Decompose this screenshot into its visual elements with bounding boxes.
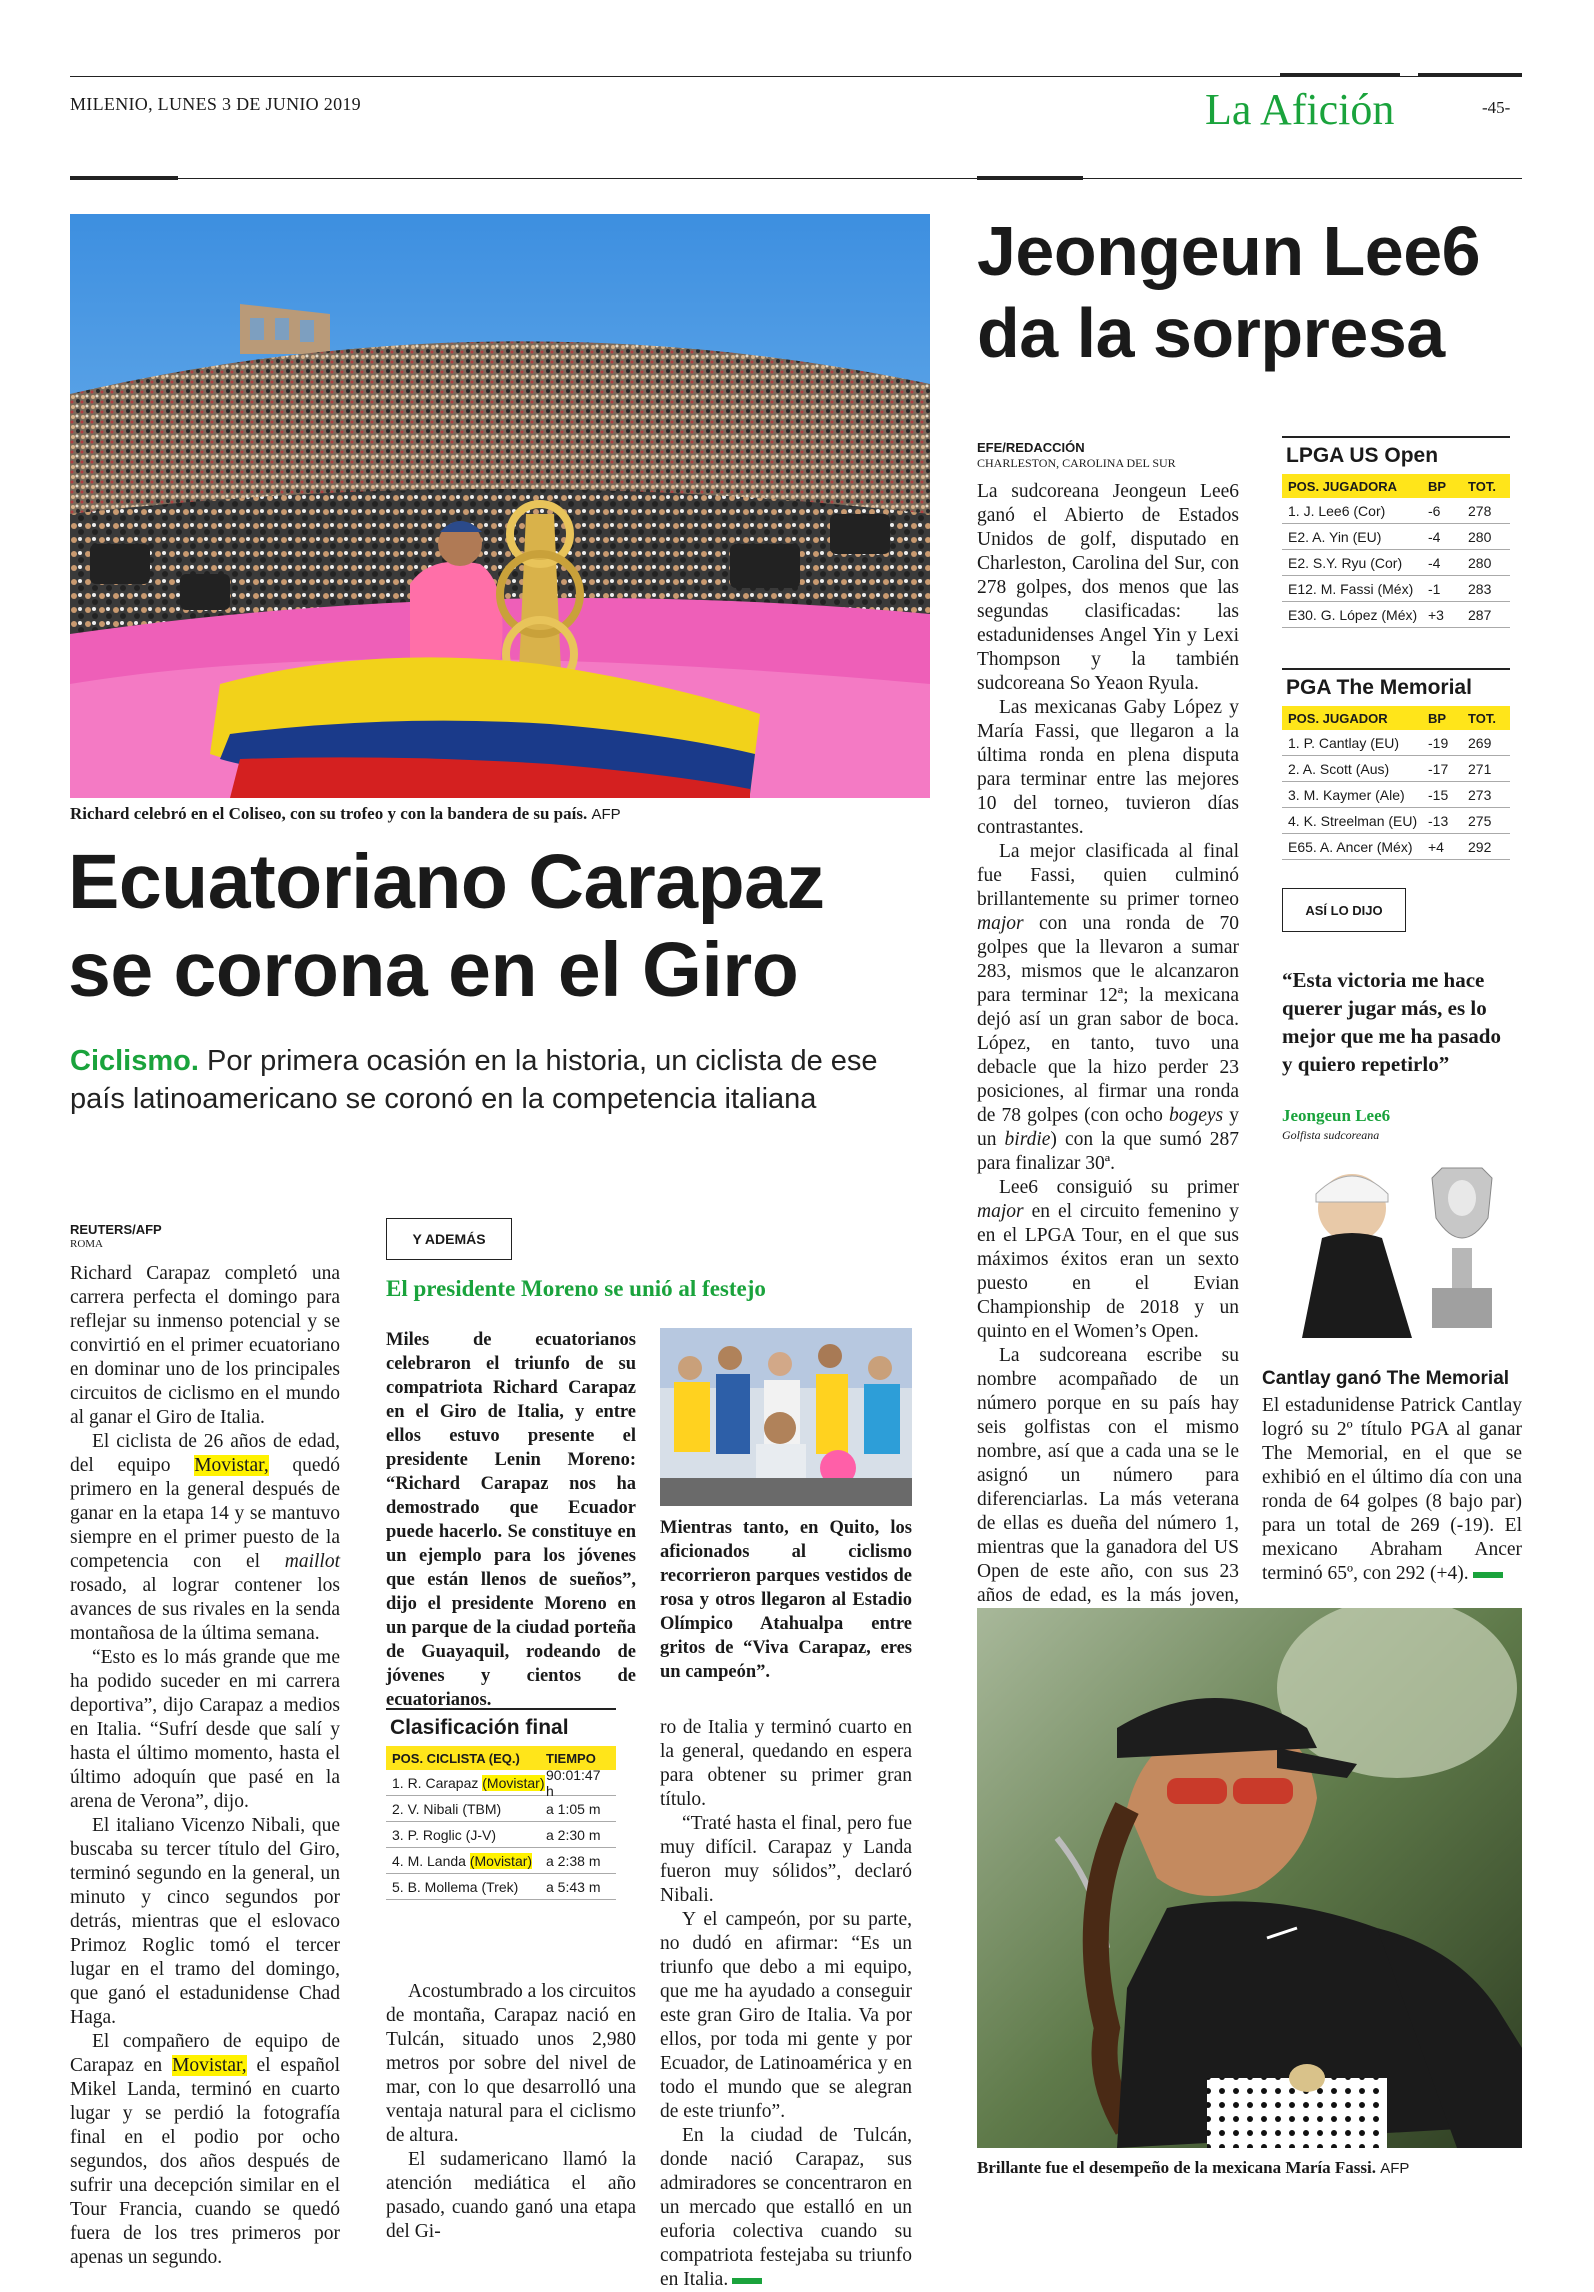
quote-text: “Esta victoria me hace querer jugar más, es lo mejor que me ha pasado y quiero repetirlo”: [1282, 968, 1501, 1076]
giro-classification-table: [386, 1708, 616, 1900]
main-dateline: ROMA: [70, 1238, 104, 1250]
main-byline: REUTERS/AFP: [70, 1222, 162, 1237]
pga-table-title: PGA The Memorial: [1282, 668, 1510, 706]
table-row: 1. J. Lee6 (Cor) -6 278: [1282, 498, 1510, 524]
golf-headline: Jeongeun Lee6 da la sorpresa: [977, 212, 1481, 372]
table-row: E12. M. Fassi (Méx) -1 283: [1282, 576, 1510, 602]
table-row: 3. M. Kaymer (Ale) -15 273: [1282, 782, 1510, 808]
pga-table: [1282, 668, 1510, 860]
golf-byline: EFE/REDACCIÓN: [977, 440, 1085, 455]
fassi-photo: [977, 1608, 1522, 2148]
table-row: 2. A. Scott (Aus) -17 271: [1282, 756, 1510, 782]
cantlay-title: Cantlay ganó The Memorial: [1262, 1368, 1510, 1389]
main-photo-caption: Richard celebró en el Coliseo, con su trofeo y con la bandera de su país. AFP: [70, 804, 621, 823]
table-row: 1. R. Carapaz (Movistar) 90:01:47 h: [386, 1770, 616, 1796]
lpga-table-title: LPGA US Open: [1282, 436, 1510, 474]
table-row: E2. A. Yin (EU) -4 280: [1282, 524, 1510, 550]
header-date: MILENIO, LUNES 3 DE JUNIO 2019: [70, 94, 361, 114]
giro-table-title: Clasificación final: [386, 1708, 616, 1746]
header-accent-rule-2: [1418, 73, 1522, 77]
quote-role: Golfista sudcoreana: [1282, 1128, 1380, 1142]
table-row: 4. M. Landa (Movistar) a 2:38 m: [386, 1848, 616, 1874]
golf-article: La sudcoreana Jeongeun Lee6 ganó el Abierto de Estados Unidos de golf, disputado en Charleston, Carolina del Sur, con 278 golpes, dos menos que las segundas clasificadas: las estadunidenses Angel Yin y Lexi Thompson y la también sudcoreana So Yeaon Ryula. Las mexicanas Gaby López y María Fassi, que llegaron a la última ronda en plena disputa para terminar entre las mejores 10 del torneo, tuvieron días contrastantes. La mejor clasificada al final fue Fassi, quien culminó brillantemente su primer torneo major con una ronda de 70 golpes que la llevaron a sumar 283, mismos que le alcanzaron para terminar 12ª; la mexicana dejó así un gran sabor de boca. López, en tanto, tuvo una debacle que la hizo perder 23 posiciones, al firmar una ronda de 78 golpes (con ocho bogeys y un birdie) con la que sumó 287 para finalizar 30ª. Lee6 consiguió su primer major en el circuito femenino y en el LPGA Tour, en el que sus máximos éxitos eran un sexto puesto en el Evian Championship de 2018 y un quinto en el Women’s Open. La sudcoreana escribe su nombre acompañado de un número porque en su país hay seis golfistas con el mismo nombre, así que a cada una se le asignó un número para diferenciarlas. La más veterana de ellas es dueña del número 1, mientras que la ganadora del US Open de este año, con sus 23 años de edad, es la más joven,: [977, 481, 1240, 1606]
quote-name: Jeongeun Lee6: [1282, 1106, 1391, 1125]
giro-table-header: POS. CICLISTA (EQ.) TIEMPO: [386, 1746, 616, 1770]
end-mark: [1473, 1572, 1503, 1578]
y-ademas-tag: Y ADEMÁS: [386, 1218, 512, 1260]
table-row: 1. P. Cantlay (EU) -19 269: [1282, 730, 1510, 756]
moreno-headline: El presidente Moreno se unió al festejo: [386, 1276, 766, 1301]
pga-table-header: POS. JUGADOR BP TOT.: [1282, 706, 1510, 730]
moreno-text: Miles de ecuatorianos celebraron el triunfo de su compatriota Richard Carapaz en el Giro de Italia, y entre ellos estuvo presente el presidente Lenin Moreno: “Richard Carapaz nos ha demostrado que Ecuador puede hacerlo. Se constituye en un ejemplo para los jóvenes que están llenos de sueños”, dijo el presidente Moreno en un parque de la ciudad porteña de Guayaquil, rodeando de jóvenes y cientos de ecuatorianos.: [386, 1330, 636, 1710]
main-dek: Ciclismo. Por primera ocasión en la historia, un ciclista de ese país latinoamericano se coronó en la competencia italiana: [70, 1045, 878, 1115]
asi-lo-dijo-tag: ASÍ LO DIJO: [1282, 888, 1406, 932]
table-row: 2. V. Nibali (TBM) a 1:05 m: [386, 1796, 616, 1822]
cantlay-text: El estadunidense Patrick Cantlay logró su 2º título PGA al ganar The Memorial, en el que se exhibió en el último día con una ronda de 64 golpes (8 bajo par) para un total de 269 (-19). El mexicano Abraham Ancer terminó 65º, con 292 (+4).: [1262, 1395, 1522, 1584]
end-mark: [732, 2278, 762, 2284]
col2-lower-text: Acostumbrado a los circuitos de montaña, Carapaz nació en Tulcán, situado unos 2,980 metros por sobre del nivel de mar, con lo que desarrolló una ventaja natural para el ciclismo de altura. El sudamericano llamó la atención mediática el año pasado, cuando ganó una etapa del Gi-: [386, 1981, 636, 2242]
right-accent-rule: [977, 176, 1083, 180]
header-accent-rule: [1280, 73, 1400, 77]
moreno-text-2: Mientras tanto, en Quito, los aficionados al ciclismo recorrieron parques vestidos de rosa y otros llegaron al Estadio Olímpico Atahualpa entre gritos de “Viva Carapaz, eres un campeón”.: [660, 1518, 912, 1682]
main-article-col1: Richard Carapaz completó una carrera perfecta el domingo para reflejar su inmenso potencial y se convirtió en el primer ecuatoriano en dominar uno de los principales circuitos de ciclismo en el mundo al ganar el Giro de Italia. El ciclista de 26 años de edad, del equipo Movistar, quedó primero en la general después de ganar en la etapa 14 y se mantuvo siempre en el primer puesto de la competencia con el maillot rosado, al lograr contener los avances de sus rivales en la senda montañosa de la última semana. “Esto es lo más grande que me ha podido suceder en mi carrera deportiva”, dijo Carapaz a medios en Italia. “Sufrí desde que salí y hasta el último momento, hasta el último adoquín que pasé en la arena de Verona”, dijo. El italiano Vicenzo Nibali, que buscaba su tercer título del Giro, terminó segundo en la general, un minuto y cinco segundos por detrás, mientras que el eslovaco Primoz Roglic tomó el tercer lugar en el tramo del domingo, que ganó el estadunidense Chad Haga. El compañero de equipo de Carapaz en Movistar, el español Mikel Landa, terminó en cuarto lugar y se perdió la fotografía final en el podio por ocho segundos, dos años después de sufrir una decepción similar en el Tour Francia, cuando se quedó fuera de los tres primeros por apenas un segundo.: [70, 1263, 340, 2268]
table-row: 5. B. Mollema (Trek) a 5:43 m: [386, 1874, 616, 1900]
lee6-photo: [1292, 1148, 1518, 1338]
lpga-table-header: POS. JUGADORA BP TOT.: [1282, 474, 1510, 498]
moreno-photo: [660, 1328, 912, 1506]
fassi-photo-caption: Brillante fue el desempeño de la mexicana María Fassi. AFP: [977, 2158, 1410, 2177]
table-row: E30. G. López (Méx) +3 287: [1282, 602, 1510, 628]
carapaz-photo: [70, 214, 930, 798]
table-row: E65. A. Ancer (Méx) +4 292: [1282, 834, 1510, 860]
col3-lower-text: ro de Italia y terminó cuarto en la general, quedando en espera para obtener su primer gran título. “Traté hasta el final, pero fue muy difícil. Carapaz y Landa fueron muy sólidos”, declaró Nibali. Y el campeón, por su parte, no dudó en afirmar: “Es un triunfo que debo a mi equipo, que me ha ayudado a conseguir este gran Giro de Italia. Va por ellos, por toda mi gente y por Ecuador, de Latinoamérica y en todo el mundo que se alegran de este triunfo”. En la ciudad de Tulcán, donde nació Carapaz, sus admiradores se concentraron en un mercado que estalló en un euforia colectiva cuando su compatriota festejaba su triunfo en Italia.: [660, 1717, 912, 2290]
table-row: 4. K. Streelman (EU) -13 275: [1282, 808, 1510, 834]
golf-dateline: CHARLESTON, CAROLINA DEL SUR: [977, 456, 1176, 470]
left-accent-rule: [70, 176, 178, 180]
lpga-table: [1282, 436, 1510, 628]
page-number: -45-: [1482, 98, 1511, 117]
section-title: La Afición: [1205, 85, 1395, 134]
header-bottom-rule: [70, 178, 1522, 179]
table-row: 3. P. Roglic (J-V) a 2:30 m: [386, 1822, 616, 1848]
main-headline: Ecuatoriano Carapaz se corona en el Giro: [68, 839, 825, 1013]
table-row: E2. S.Y. Ryu (Cor) -4 280: [1282, 550, 1510, 576]
